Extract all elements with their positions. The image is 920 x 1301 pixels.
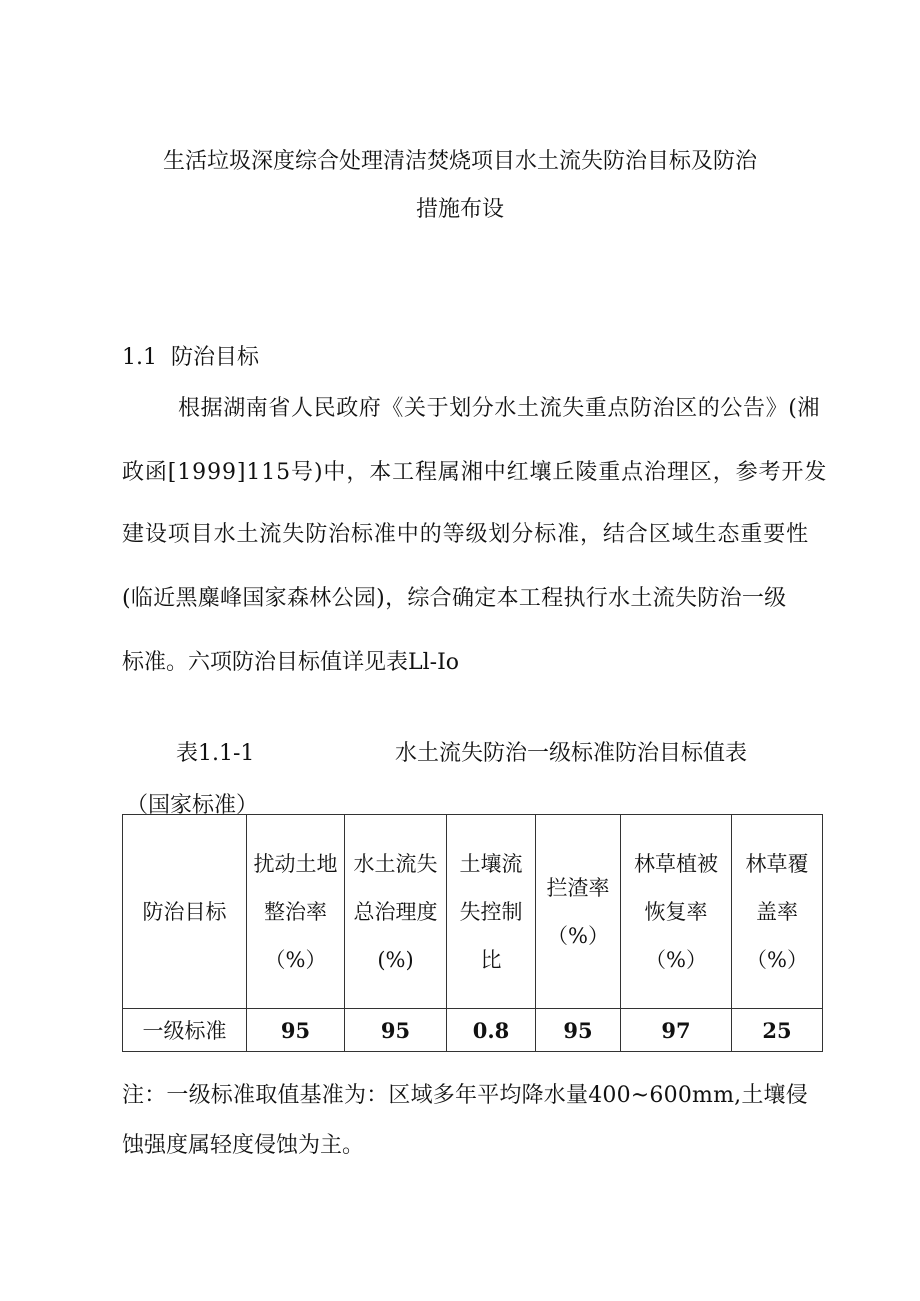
value-slag-retention: 95 (563, 1017, 593, 1043)
table-caption-subtitle: （国家标准） (126, 793, 259, 818)
header-text: （%） (746, 947, 808, 972)
header-text: 总治理度 (353, 899, 438, 924)
document-title-line-2: 措施布设 (415, 197, 504, 222)
targets-table (122, 814, 823, 1052)
table-caption-number: 表1.1-1 (176, 741, 255, 766)
value-cell (345, 1009, 447, 1052)
header-cell-slag-retention (536, 815, 621, 1009)
row-label: 一级标准 (142, 1019, 227, 1043)
paragraph-line-4: (临近黑麋峰国家森林公园)，综合确定本工程执行水土流失防治一级 (122, 586, 787, 611)
header-text: 土壤流 (459, 851, 523, 876)
header-text: 整治率 (264, 899, 327, 924)
header-cell-target (123, 815, 247, 1009)
header-text: (%) (377, 947, 414, 972)
table-row (123, 1009, 823, 1052)
document-title-line-1: 生活垃圾深度综合处理清洁焚烧项目水土流失防治目标及防治 (162, 149, 757, 174)
paragraph-line-5: 标准。六项防治目标值详见表Ll-Io (122, 650, 460, 675)
paragraph-line-3: 建设项目水土流失防治标准中的等级划分标准，结合区域生态重要性 (122, 522, 810, 547)
value-cell (247, 1009, 345, 1052)
header-cell-total-control (345, 815, 447, 1009)
header-text: 林草覆 (745, 851, 809, 876)
table-header-row (123, 815, 823, 1009)
header-cell-soil-loss-ratio (447, 815, 536, 1009)
header-cell-vegetation-cover (732, 815, 823, 1009)
section-number: 1.1 (122, 345, 157, 370)
header-cell-vegetation-recovery (621, 815, 732, 1009)
header-text: （%） (264, 947, 327, 972)
header-text: 防治目标 (142, 899, 227, 924)
header-text: 水土流失 (353, 851, 438, 876)
value-soil-loss-ratio: 0.8 (472, 1017, 510, 1043)
section-title: 防治目标 (171, 345, 260, 370)
table-caption-title: 水土流失防治一级标准防治目标值表 (395, 741, 748, 766)
header-text: 恢复率 (644, 899, 708, 924)
header-text: 林草植被 (634, 851, 718, 876)
paragraph-line-1: 根据湖南省人民政府《关于划分水土流失重点防治区的公告》(湘 (178, 396, 820, 421)
header-text: 比 (480, 947, 502, 972)
section-heading (122, 340, 259, 371)
row-label-cell (123, 1009, 247, 1052)
value-vegetation-cover: 25 (762, 1017, 792, 1043)
value-cell (536, 1009, 621, 1052)
note-line-2: 蚀强度属轻度侵蚀为主。 (122, 1133, 365, 1158)
value-vegetation-recovery: 97 (661, 1017, 691, 1043)
header-cell-disturbed-land (247, 815, 345, 1009)
header-text: 拦渣率 (546, 875, 610, 900)
header-text: （%） (547, 923, 609, 948)
header-text: （%） (645, 947, 707, 972)
value-cell (621, 1009, 732, 1052)
paragraph-line-2: 政函[1999]115号)中，本工程属湘中红壤丘陵重点治理区，参考开发 (122, 460, 828, 485)
value-cell (447, 1009, 536, 1052)
header-text: 盖率 (756, 899, 798, 924)
header-text: 扰动土地 (253, 851, 338, 876)
value-total-control: 95 (380, 1017, 411, 1043)
header-text: 失控制 (459, 899, 523, 924)
value-disturbed-land: 95 (280, 1017, 311, 1043)
value-cell (732, 1009, 823, 1052)
note-line-1: 注：一级标准取值基准为：区域多年平均降水量400~600mm,土壤侵 (122, 1083, 808, 1108)
